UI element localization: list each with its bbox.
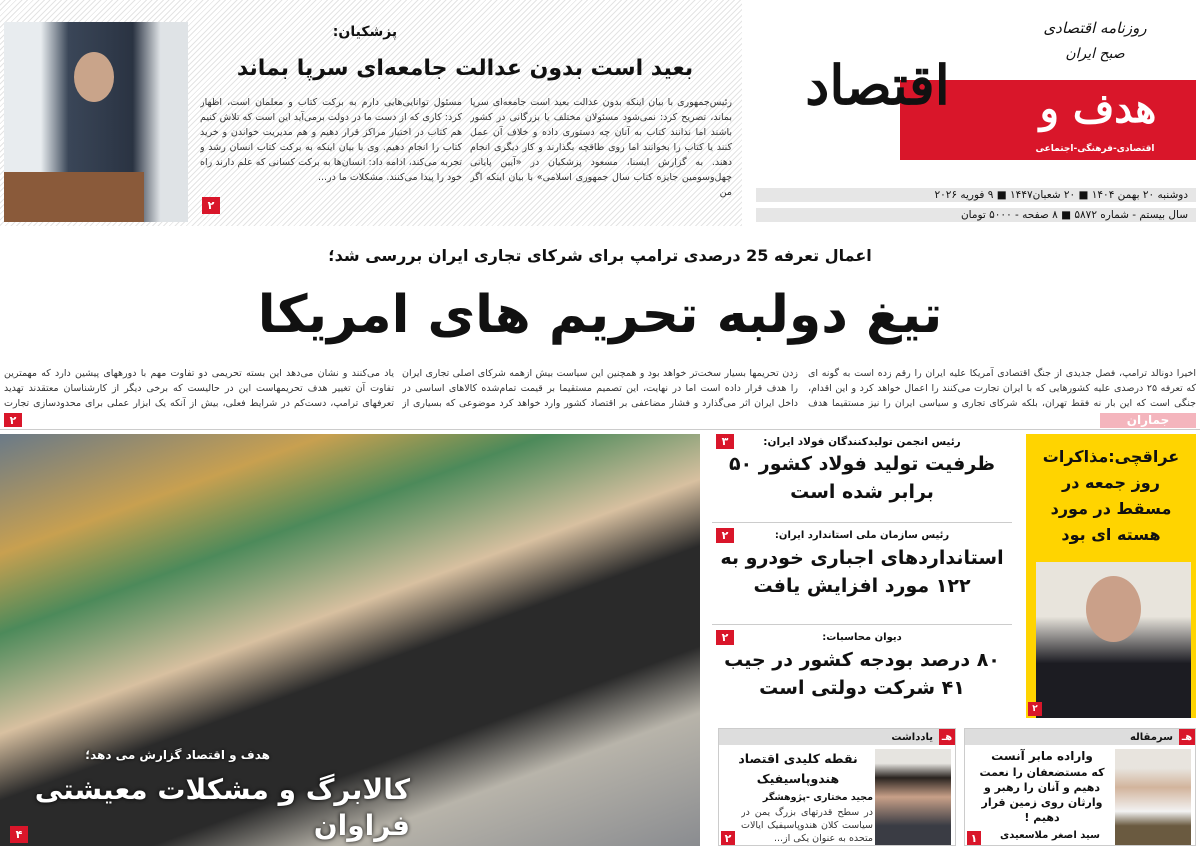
section-label: یادداشت — [891, 731, 933, 743]
main-story-col2: زدن تحریمها بسیار سخت‌تر خواهد بود و همچنین این سیاست بیش ازهمه شرکای اصلی تجاری ایران را هدف قرار داده است اما در نهایت، این تصمیم مستقیما بر قیمت تمام‌شده کالاهای اساسی در داخل ایران اثر می‌گذارد و فشار مضاعفی بر اقتصاد کشور وارد خواهد کرد موضوعی که بسیاری از — [402, 368, 798, 409]
araghchi-headline: عراقچی:مذاکرات روز جمعه در مسقط در مورد هسته ای بود — [1042, 447, 1180, 544]
hadaf-logo-icon: هـ — [1179, 729, 1195, 745]
editorial-body: که مستضعفان را نعمت دهیم و آنان را رهبر و وارثان روی زمین قرار دهیم ! — [979, 766, 1105, 824]
editorial-title: واراده مابر آنست — [991, 749, 1093, 763]
author-photo — [1115, 749, 1191, 845]
editorial-box[interactable] — [964, 728, 1196, 846]
page-badge: ۲ — [716, 528, 734, 543]
side-story-headline: ظرفیت تولید فولاد کشور ۵۰ برابر شده است — [728, 453, 996, 503]
top-story-headline: بعید است بدون عدالت جامعه‌ای سرپا بماند — [236, 56, 694, 81]
note-author: مجید مختاری -پژوهشگر — [762, 792, 873, 803]
editorial-author: سید اصغر ملاسعیدی — [1000, 830, 1100, 841]
araghchi-box[interactable] — [1026, 434, 1196, 718]
top-story-col2: مسئول توانایی‌هایی دارم به برکت کتاب و معلمان است، اظهار کرد: کاری که از دست ما در دولت برمی‌آید این است که تلاش کنیم هم کتاب در اختیار مراکز قرار دهیم و هم مدیریت خواندن و خرید کتاب را انجام دهیم. وی با بیان اینکه به برکت کتاب انسان رشد و تجربه می‌کند، ادامه داد: انسان‌ها به برکت کسانی که علم دارند راه خود را پیدا می‌کنند. مشکلات ما در... — [200, 97, 462, 183]
masthead-subtitle: اقتصادی-فرهنگی-اجتماعی — [1035, 144, 1155, 154]
divider — [0, 429, 1200, 430]
side-story[interactable] — [712, 528, 1012, 622]
page-badge: ۳ — [716, 434, 734, 449]
masthead-logo-iqtisad: اقتصاد — [805, 53, 950, 117]
divider — [712, 522, 1012, 523]
side-story[interactable] — [712, 434, 1012, 520]
section-label: سرمقاله — [1129, 731, 1173, 743]
side-story-headline: استانداردهای اجباری خودرو به ۱۲۲ مورد افزایش یافت — [720, 547, 1004, 597]
side-story-kicker: رئیس سازمان ملی استاندارد ایران: — [774, 530, 950, 541]
araghchi-photo — [1036, 562, 1191, 718]
pezeshkian-photo — [4, 22, 188, 222]
top-story-col1: رئیس‌جمهوری با بیان اینکه بدون عدالت بعید است جامعه‌ای سرپا بماند، تصریح کرد: نمی‌شود مسئولان مختلف یا بزرگانی در کشور باشند اما ندانند کتاب به آنان چه دستوری داده و خلاف آن عمل کنند یا کتاب را بخوانند اما روی طاقچه بگذارند و کار دیگری انجام دهند. به گزارش ایسنا، مسعود پزشکیان در «آیین پایانی چهل‌وسومین جایزه کتاب سال جمهوری اسلامی» با بیان اینکه اگر من — [470, 97, 732, 198]
main-story-headline: تیغ دولبه تحریم های امریکا — [257, 285, 943, 345]
page-badge: ۲ — [716, 630, 734, 645]
masthead-logo-hadaf: هدف و — [1039, 85, 1157, 132]
divider — [712, 624, 1012, 625]
top-story-kicker: پزشکیان: — [332, 24, 398, 40]
note-title: نقطه کلیدی اقتصاد هندوپاسیفیک — [738, 751, 858, 786]
main-story-col1: اخیرا دونالد ترامپ، فصل جدیدی از جنگ اقتصادی آمریکا علیه ایران را رقم زده است به گونه ای که تعرفه ۲۵ درصدی علیه کشورهایی که با ایران تجارت می‌کنند را اعمال خواهد کرد و این اقدام، جنگی است که این بار نه فقط تهران، بلکه شرکای تجاری و سیاسی ایران را نیز مستقیما هدف — [808, 368, 1196, 409]
note-body: در سطح قدرتهای بزرگ یمن در سیاست کلان هندوپاسیفیک ایالات متحده به عنوان یکی از... — [741, 807, 873, 844]
author-photo — [875, 749, 951, 845]
note-box[interactable] — [718, 728, 956, 846]
date-line: دوشنبه ۲۰ بهمن ۱۴۰۴ ■ ۲۰ شعبان۱۴۴۷ ■ ۹ فوریه ۲۰۲۶ — [756, 188, 1196, 202]
side-story-kicker: دیوان محاسبات: — [822, 632, 902, 643]
side-story-kicker: رئیس انجمن تولیدکنندگان فولاد ایران: — [763, 436, 961, 448]
photo-story-kicker: هدف و اقتصاد گزارش می دهد؛ — [85, 748, 270, 762]
page-badge: ۲ — [202, 197, 220, 214]
watermark: جماران — [1100, 413, 1196, 428]
issue-line: سال بیستم - شماره ۵۸۷۲ ■ ۸ صفحه - ۵۰۰۰ تومان — [756, 208, 1196, 222]
photo-story-headline: کالابرگ و مشکلات معیشتی فراوان — [34, 773, 410, 842]
page-badge: ۴ — [10, 826, 28, 843]
side-story[interactable] — [712, 630, 1012, 720]
side-story-headline: ۸۰ درصد بودجه کشور در جیب ۴۱ شرکت دولتی است — [724, 649, 1000, 699]
main-story-col3: یاد می‌کنند و نشان می‌دهد این بسته تحریمی دو تفاوت مهم با دورههای پیشین دارد که مهمترین تفاوت آن تغییر هدف تحریمهاست این در حالیست که برخی دیگر از کارشناسان معتقدند تهدید تعرفهای ترامپ، دست‌کم در شرایط فعلی، بیش از آنکه یک ابزار عملی برای محدودسازی تجارت — [4, 368, 394, 409]
main-story-kicker: اعمال تعرفه 25 درصدی ترامپ برای شرکای تجاری ایران بررسی شد؛ — [328, 246, 872, 265]
masthead-tagline: روزنامه اقتصادی — [1043, 19, 1147, 37]
page-badge: ۲ — [4, 413, 22, 427]
hadaf-logo-icon: هـ — [939, 729, 955, 745]
page-badge: ۱ — [967, 831, 981, 845]
masthead-tagline2: صبح ایران — [1065, 46, 1125, 62]
page-badge: ۲ — [1028, 702, 1042, 716]
page-badge: ۲ — [721, 831, 735, 845]
